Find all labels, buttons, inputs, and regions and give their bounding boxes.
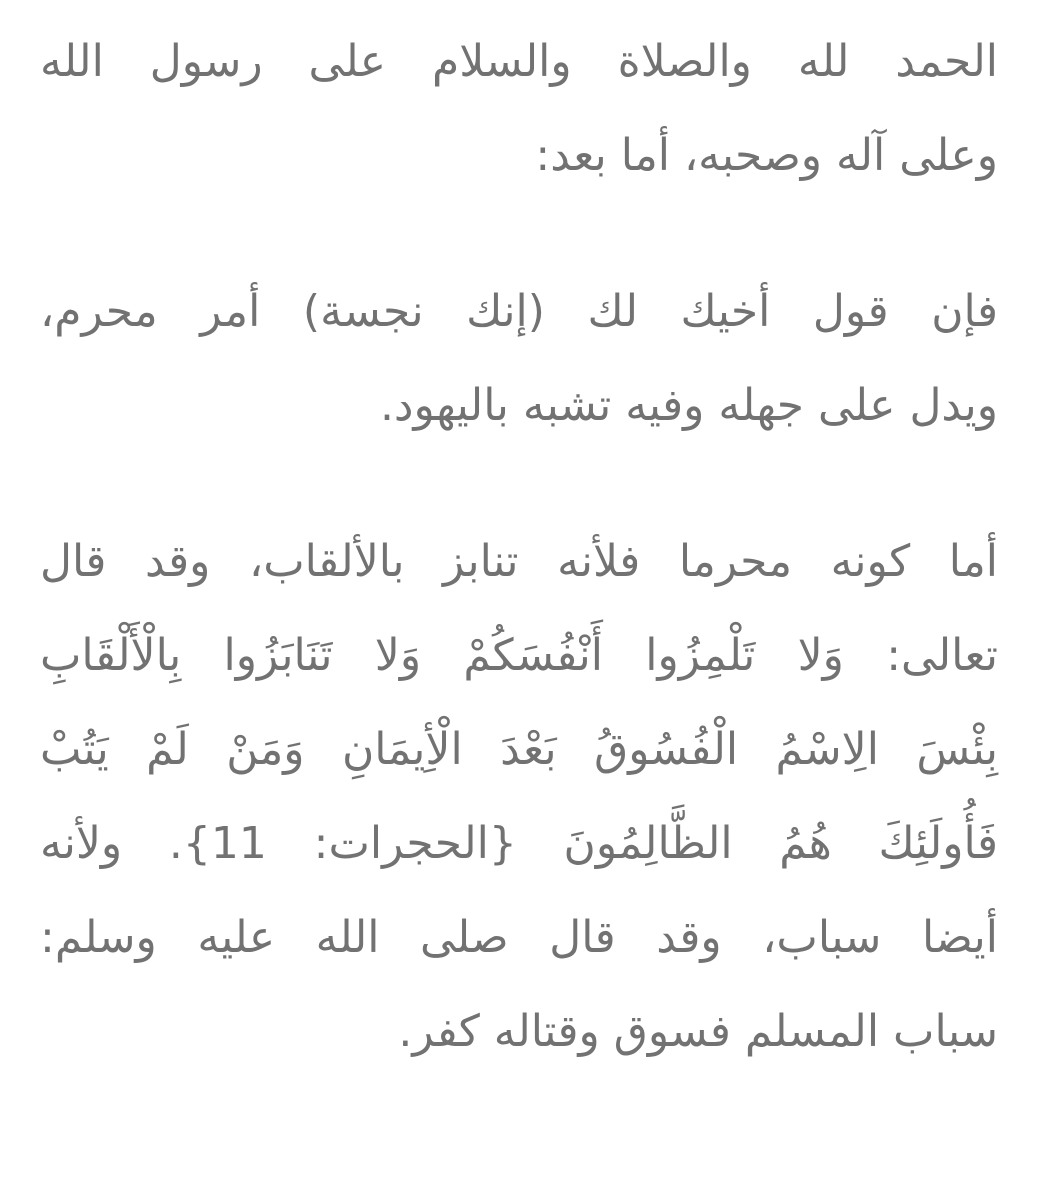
text-line: وعلى آله وصحبه، أما بعد: [535,130,998,181]
paragraph-ruling [40,274,998,462]
text-line: أيضا سباب، وقد قال صلى الله عليه وسلم: [40,912,998,963]
text-line: بِئْسَ الِاسْمُ الْفُسُوقُ بَعْدَ الْأِيمَانِ وَمَنْ لَمْ يَتُبْ [40,724,998,775]
text-line: فَأُولَئِكَ هُمُ الظَّالِمُونَ {الحجرات: 11}. ولأنه [40,818,998,869]
paragraph-gap [40,462,998,524]
paragraph-evidence [40,524,998,1088]
text-line: أما كونه محرما فلأنه تنابز بالألقاب، وقد قال [40,536,998,587]
text-line: الحمد لله والصلاة والسلام على رسول الله [40,36,998,87]
paragraph-opening [40,24,998,212]
paragraph-gap [40,212,998,274]
text-line: سباب المسلم فسوق وقتاله كفر. [398,1006,998,1057]
text-line: ويدل على جهله وفيه تشبه باليهود. [379,380,998,431]
document-body [40,24,998,1088]
text-line: تعالى: وَلا تَلْمِزُوا أَنْفُسَكُمْ وَلا تَنَابَزُوا بِالْأَلْقَابِ [40,630,998,681]
text-line: فإن قول أخيك لك (إنك نجسة) أمر محرم، [40,286,998,337]
